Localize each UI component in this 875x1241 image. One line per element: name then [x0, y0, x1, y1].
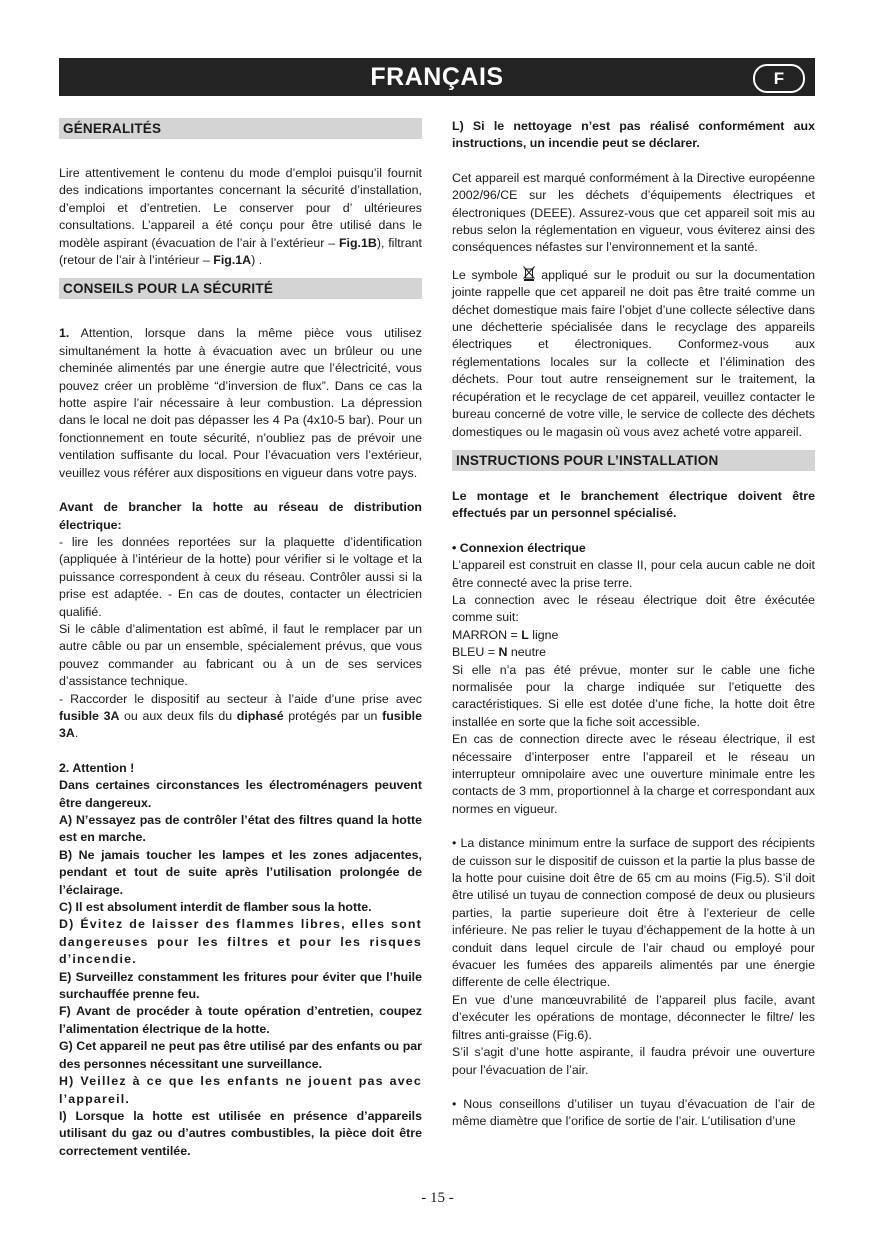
section-heading-generalites: GÉNERALITÉS [59, 118, 422, 139]
wire-blue: BLEU = N neutre [452, 645, 547, 660]
before-connection-heading: Avant de brancher la hotte au réseau de distribution électrique: [59, 500, 422, 532]
crossed-bin-icon [523, 266, 535, 281]
page-title: FRANÇAIS [370, 63, 504, 91]
language-badge: F [753, 64, 805, 93]
safety-point-1: 1. Attention, lorsque dans la même pièce vous utilisez simultanément la hotte à évacuation avec un brûleur ou une cheminée alimentés par une énergie autre que l’électricité, vous pouvez créer un problème “d’inversion de flux”. Dans ce cas la hotte aspire l’air nécessaire à leur combustion. La dépression dans le local ne doit pas dépasser les 4 Pa (4x10-5 bar). Pour un fonctionnement en toute sécurité, n’oubliez pas de prévoir une ventilation suffisante du local. Pour l’évacuation vers l’extérieur, veuillez vous référer aux dispositions en vigueur dans votre pays. [59, 326, 422, 480]
page-number: - 15 - [421, 1190, 454, 1206]
warning-b: B) Ne jamais toucher les lampes et les zones adjacentes, pendant et tout de suite après l’utilisation prolongée de l’éclairage. [59, 847, 422, 897]
left-column [59, 118, 422, 1160]
warning-d: D) Évitez de laisser des flammes libres, elles sont dangereuses pour les filtres et pour les risques d’incendie. [59, 917, 422, 967]
before-connection-text-2: Si le câble d’alimentation est abîmé, il faut le remplacer par un autre câble ou par un ensemble, spécialement prévus, que vous pouvez commander au fabricant ou à un de ses services d’assistance technique. [59, 621, 422, 689]
connection-text-4: En cas de connection directe avec le réseau électrique, il est nécessaire d’interposer entre l’appareil et le réseau un interrupteur omnipolaire avec une ouverture minimale entre les contacts de 3 mm, proportionnel à la charge et correspondant aux normes en vigueur. [452, 732, 815, 816]
warning-h: H) Veillez à ce que les enfants ne jouent pas avec l’appareil. [59, 1074, 422, 1106]
warning-i: I) Lorsque la hotte est utilisée en présence d’appareils utilisant du gaz ou d’autres combustibles, la pièce doit être correctement ventilée. [59, 1108, 422, 1158]
language-header-bar [59, 58, 815, 96]
section-heading-installation: INSTRUCTIONS POUR L’INSTALLATION [452, 450, 815, 471]
wire-brown: MARRON = L ligne [452, 627, 559, 642]
deee-paragraph: Cet appareil est marqué conformément à la Directive européenne 2002/96/CE sur les déchets d’équipements électriques et électroniques (DEEE). Assurez-vous que cet appareil soit mis au rebus selon la réglementation en vigueur, vous éviterez ainsi des conséquences néfastes sur l’environnement et la santé. [452, 170, 815, 255]
warning-g: G) Cet appareil ne peut pas être utilisé par des enfants ou par des personnes nécessitant une surveillance. [59, 1039, 422, 1071]
attention-heading: 2. Attention ! [59, 760, 135, 775]
warning-e: E) Surveillez constamment les fritures pour éviter que l’huile surchauffée prenne feu. [59, 969, 422, 1002]
before-connection-text-1: - lire les données reportées sur la plaquette d’identification (appliquée à l’intérieur de la hotte) pour vérifier si le voltage et la puissance correspondent à ceux du réseau. Contrôler aussi si la prise est adaptée. - En cas de doutes, contacter un électricien qualifié. [59, 534, 422, 619]
warning-c: C) Il est absolument interdit de flamber sous la hotte. [59, 900, 372, 915]
warning-intro: Dans certaines circonstances les électroménagers peuvent être dangereux. [59, 778, 422, 810]
generalites-paragraph: Lire attentivement le contenu du mode d’emploi puisqu’il fournit des indications importantes concernant la sécurité d’installation, d’emploi et d’entretien. Le conserver pour d’ ultérieures consultations. L’appareil a été conçu pour être utilisé dans le modèle aspirant (évacuation de l’air à l’extérieur – Fig.1B), filtrant (retour de l’air à l’intérieur – Fig.1A) . [59, 166, 422, 268]
installation-intro: Le montage et le branchement électrique doivent être effectués par un personnel spécialisé. [452, 488, 815, 521]
exhaust-pipe-paragraph: • Nous conseillons d’utiliser un tuyau d’évacuation de l’air de même diamètre que l’orifice de sortie de l’air. L’utilisation d’une [452, 1096, 815, 1129]
symbol-paragraph: Le symbole appliqué sur le produit ou sur la documentation jointe rappelle que cet appareil ne doit pas être traité comme un déchet domestique mais faire l’objet d’une collecte sélective dans une déchetterie spécialisée dans le recyclage des appareils électriques et électroniques. Conformez-vous aux réglementations locales sur la collecte et l’élimination des déchets. Pour tout autre renseignement sur le traitement, la récupération et le recyclage de cet appareil, veuillez contacter le bureau concerné de votre ville, le service de collecte des déchets domestiques ou le magasin où vous avez acheté votre appareil. [452, 267, 815, 439]
filter-paragraph: En vue d’une manœuvrabilité de l’appareil plus facile, avant d’exécuter les opérations de montage, déconnecter le filtre/ les filtres anti-graisse (Fig.6). [452, 992, 815, 1042]
connection-text-3: Si elle n’a pas été prévue, monter sur le cable une fiche normalisée pour la charge indiquée sur l’etiquette des caractéristiques. Si elle est dotée d’une fiche, la hotte doit être installée en sorte que la fiche soit accessible. [452, 662, 815, 729]
warning-a: A) N’essayez pas de contrôler l’état des filtres quand la hotte est en marche. [59, 813, 422, 845]
aspirating-paragraph: S’il s’agit d’une hotte aspirante, il faudra prévoir une ouverture pour l’évacuation de l’air. [452, 1045, 815, 1077]
connection-text-1: L’appareil est construit en classe II, pour cela aucun cable ne doit être connecté avec la prise terre. [452, 558, 815, 590]
warning-l: L) Si le nettoyage n’est pas réalisé conformément aux instructions, un incendie peut se déclarer. [452, 119, 815, 151]
electrical-connection-heading: • Connexion électrique [452, 540, 586, 555]
section-heading-securite: CONSEILS POUR LA SÉCURITÉ [59, 278, 422, 299]
before-connection-text-3: - Raccorder le dispositif au secteur à l’aide d’une prise avec fusible 3A ou aux deux fils du diphasé protégés par un fusible 3A. [59, 691, 422, 741]
warning-f: F) Avant de procéder à toute opération d’entretien, coupez l’alimentation électrique de la hotte. [59, 1004, 422, 1036]
right-column [452, 118, 815, 1131]
connection-text-2: La connection avec le réseau électrique doit être éxécutée comme suit: [452, 592, 815, 625]
distance-paragraph: • La distance minimum entre la surface de support des récipients de cuisson sur le dispositif de cuisson et la partie la plus basse de la hotte pour cuisine doit être de 65 cm au moins (Fig.5). S’il doit être utilisé un tuyau de connection composé de deux ou plusieurs parties, la partie superieure doit être à l’exterieur de celle inférieure. Ne pas relier le tuyau d’échappement de la hotte à un conduit dans lequel circule de l’air chaud ou employé pour évacuer les fumées des appareils alimentés par une énergie differente de celle électrique. [452, 836, 815, 990]
